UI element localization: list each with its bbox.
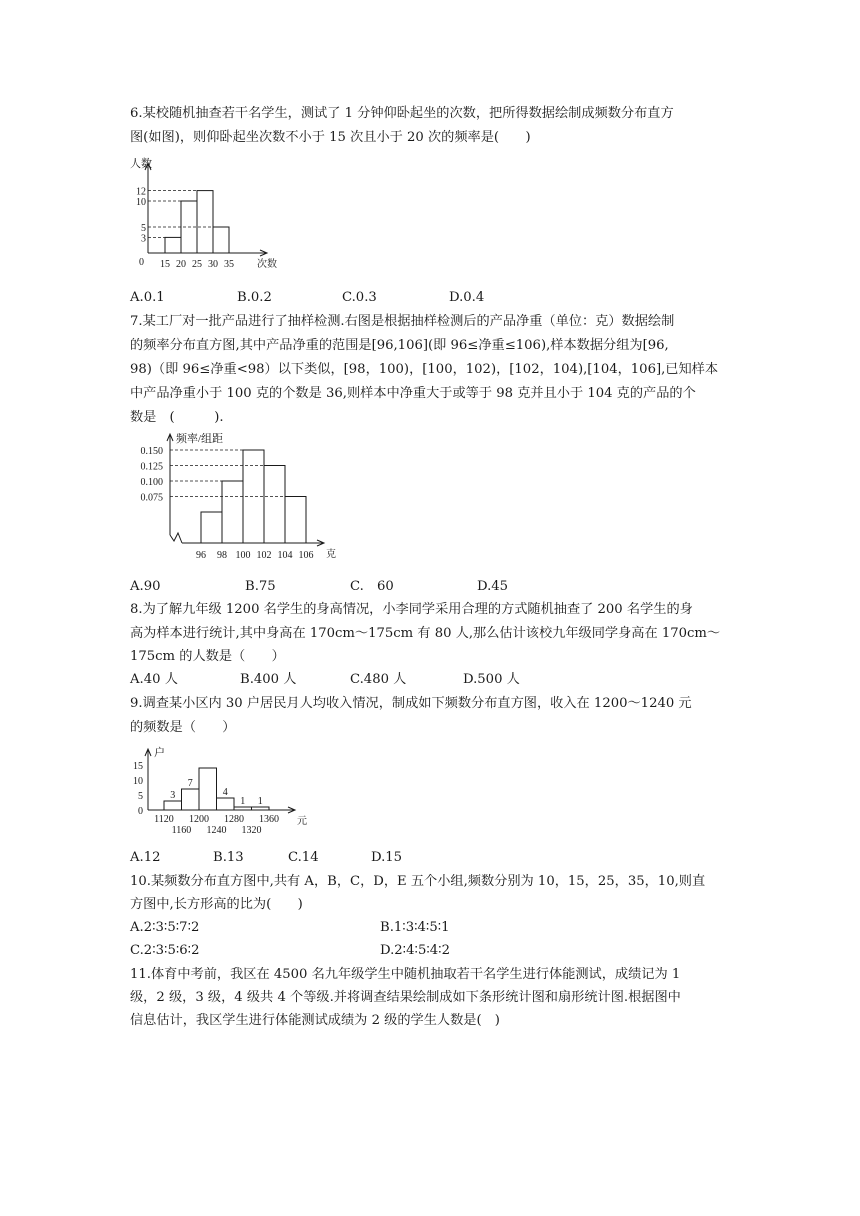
question-text-line: 11.体育中考前，我区在 4500 名九年级学生中随机抽取若干名学生进行体能测试，成绩记为 1 — [130, 967, 681, 982]
histogram-bar — [222, 481, 243, 543]
x-tick-label: 104 — [277, 550, 293, 561]
y-tick-label: 12 — [136, 186, 146, 198]
question-text-line: 9.调查某小区内 30 户居民月人均收入情况，制成如下频数分布直方图，收入在 1200～1240 元 — [130, 696, 692, 711]
origin-label: 0 — [138, 806, 143, 817]
x-axis-label: 克 — [326, 549, 336, 560]
x-tick-label: 96 — [196, 550, 206, 561]
option-a[interactable]: A.40 人 — [130, 672, 178, 687]
bar-data-label: 3 — [170, 790, 176, 801]
option-d[interactable]: D.15 — [371, 850, 403, 865]
question-text-line: 175cm 的人数是（ ） — [130, 649, 285, 664]
axis-break — [170, 533, 182, 543]
x-tick-label: 1120 — [154, 814, 174, 825]
bar-data-label: 4 — [222, 787, 228, 798]
x-tick-label: 1360 — [259, 814, 279, 825]
y-tick-label: 10 — [136, 197, 146, 208]
histogram-bar — [182, 789, 200, 810]
y-tick-label: 5 — [138, 791, 143, 802]
x-tick-label: 35 — [224, 259, 234, 270]
option-b[interactable]: B.0.2 — [237, 290, 272, 305]
histogram-bar — [217, 798, 235, 810]
bar-data-label: 1 — [257, 796, 263, 807]
question-text-line: 高为样本进行统计,其中身高在 170cm～175cm 有 80 人,那么估计该校九年级同学身高在 170cm～ — [130, 626, 721, 641]
y-tick-label: 3 — [141, 233, 146, 245]
y-tick-label: 10 — [133, 776, 143, 787]
origin-label: 0 — [139, 257, 144, 268]
question-text-line: 10.某频数分布直方图中,共有 A，B，C，D，E 五个小组,频数分别为 10，15，25，35，10,则直 — [130, 874, 706, 889]
question-text-line: 数是 ( ). — [130, 410, 224, 425]
question-text-line: 中产品净重小于 100 克的个数是 36,则样本中净重大于或等于 98 克并且小于 104 克的产品的个 — [130, 386, 696, 401]
option-d[interactable]: D.0.4 — [449, 290, 485, 305]
option-a[interactable]: A.0.1 — [130, 290, 165, 305]
histogram-bar — [164, 801, 182, 810]
option-c[interactable]: C.14 — [288, 850, 319, 865]
y-axis-label: 频率/组距 — [176, 433, 224, 445]
question-text-line: 6.某校随机抽查若干名学生，测试了 1 分钟仰卧起坐的次数，把所得数据绘制成频数分布直方 — [130, 106, 674, 121]
x-tick-label: 25 — [192, 259, 202, 270]
y-axis-label: 户 — [154, 747, 165, 759]
option-a[interactable]: A.90 — [130, 579, 161, 594]
x-tick-label: 102 — [256, 550, 272, 561]
x-tick-label: 1280 — [224, 814, 244, 825]
option-a[interactable]: A.12 — [130, 850, 161, 865]
question-text-line: 方图中,长方形高的比为( ) — [130, 897, 303, 912]
histogram-bar — [197, 191, 213, 253]
histogram-income — [128, 744, 328, 836]
histogram-bar — [201, 512, 222, 543]
histogram-bar — [199, 768, 217, 810]
histogram-bar — [285, 497, 306, 544]
y-axis-label: 人数 — [130, 158, 152, 170]
question-text-line: 信息估计，我区学生进行体能测试成绩为 2 级的学生人数是( ) — [130, 1013, 500, 1028]
x-axis-label: 次数 — [257, 259, 277, 270]
y-tick-label: 0.100 — [140, 477, 163, 488]
y-tick-label: 0.125 — [140, 461, 163, 473]
question-text-line: 7.某工厂对一批产品进行了抽样检测.右图是根据抽样检测后的产品净重（单位：克）数据绘制 — [130, 314, 675, 329]
histogram-product-weight — [130, 428, 336, 563]
question-text-line: 图(如图)，则仰卧起坐次数不小于 15 次且小于 20 次的频率是( ) — [130, 130, 531, 145]
question-text-line: 8.为了解九年级 1200 名学生的身高情况，小李同学采用合理的方式随机抽查了 200 名学生的身 — [130, 602, 693, 617]
histogram-bar — [213, 227, 229, 253]
question-text-line: 的频数是（ ） — [130, 720, 236, 735]
y-tick-label: 15 — [133, 761, 143, 772]
question-text-line: 98)（即 96≤净重<98）以下类似，[98，100)，[100，102)，[102，104),[104，106],已知样本 — [130, 362, 719, 377]
x-tick-label: 15 — [160, 259, 170, 270]
option-c[interactable]: C. 60 — [350, 579, 394, 594]
question-text-line: 级，2 级，3 级，4 级共 4 个等级.并将调查结果绘制成如下条形统计图和扇形统计图.根据图中 — [130, 990, 681, 1005]
histogram-bar — [165, 237, 181, 253]
option-d[interactable]: D.45 — [477, 579, 509, 594]
option-a[interactable]: A.2∶3∶5∶7∶2 — [130, 920, 200, 935]
option-b[interactable]: B.400 人 — [240, 672, 297, 687]
x-tick-label: 1320 — [241, 825, 262, 836]
option-b[interactable]: B.13 — [213, 850, 244, 865]
option-c[interactable]: C.2∶3∶5∶6∶2 — [130, 943, 200, 958]
x-tick-label: 98 — [217, 550, 227, 561]
x-tick-label: 1200 — [189, 814, 209, 825]
x-tick-label: 20 — [176, 259, 186, 270]
option-c[interactable]: C.480 人 — [350, 672, 407, 687]
histogram-bar — [252, 807, 270, 810]
option-c[interactable]: C.0.3 — [342, 290, 377, 305]
x-tick-label: 30 — [208, 259, 218, 270]
option-b[interactable]: B.1∶3∶4∶5∶1 — [380, 920, 450, 935]
y-tick-label: 5 — [141, 223, 146, 234]
x-tick-label: 1240 — [206, 825, 227, 836]
option-d[interactable]: D.500 人 — [463, 672, 520, 687]
x-tick-label: 1160 — [171, 825, 192, 836]
histogram-situps — [128, 153, 288, 275]
x-tick-label: 100 — [235, 550, 251, 561]
x-axis-label: 元 — [297, 816, 307, 827]
option-d[interactable]: D.2∶4∶5∶4∶2 — [380, 943, 450, 958]
histogram-bar — [264, 466, 285, 544]
option-b[interactable]: B.75 — [245, 579, 276, 594]
bar-data-label: 1 — [240, 796, 246, 807]
bar-data-label: 7 — [187, 778, 193, 789]
y-tick-label: 0.075 — [140, 492, 163, 504]
x-tick-label: 106 — [298, 550, 314, 561]
histogram-bar — [234, 807, 252, 810]
y-tick-label: 0.150 — [140, 446, 163, 457]
question-text-line: 的频率分布直方图,其中产品净重的范围是[96,106](即 96≤净重≤106),样本数据分组为[96, — [130, 338, 669, 353]
